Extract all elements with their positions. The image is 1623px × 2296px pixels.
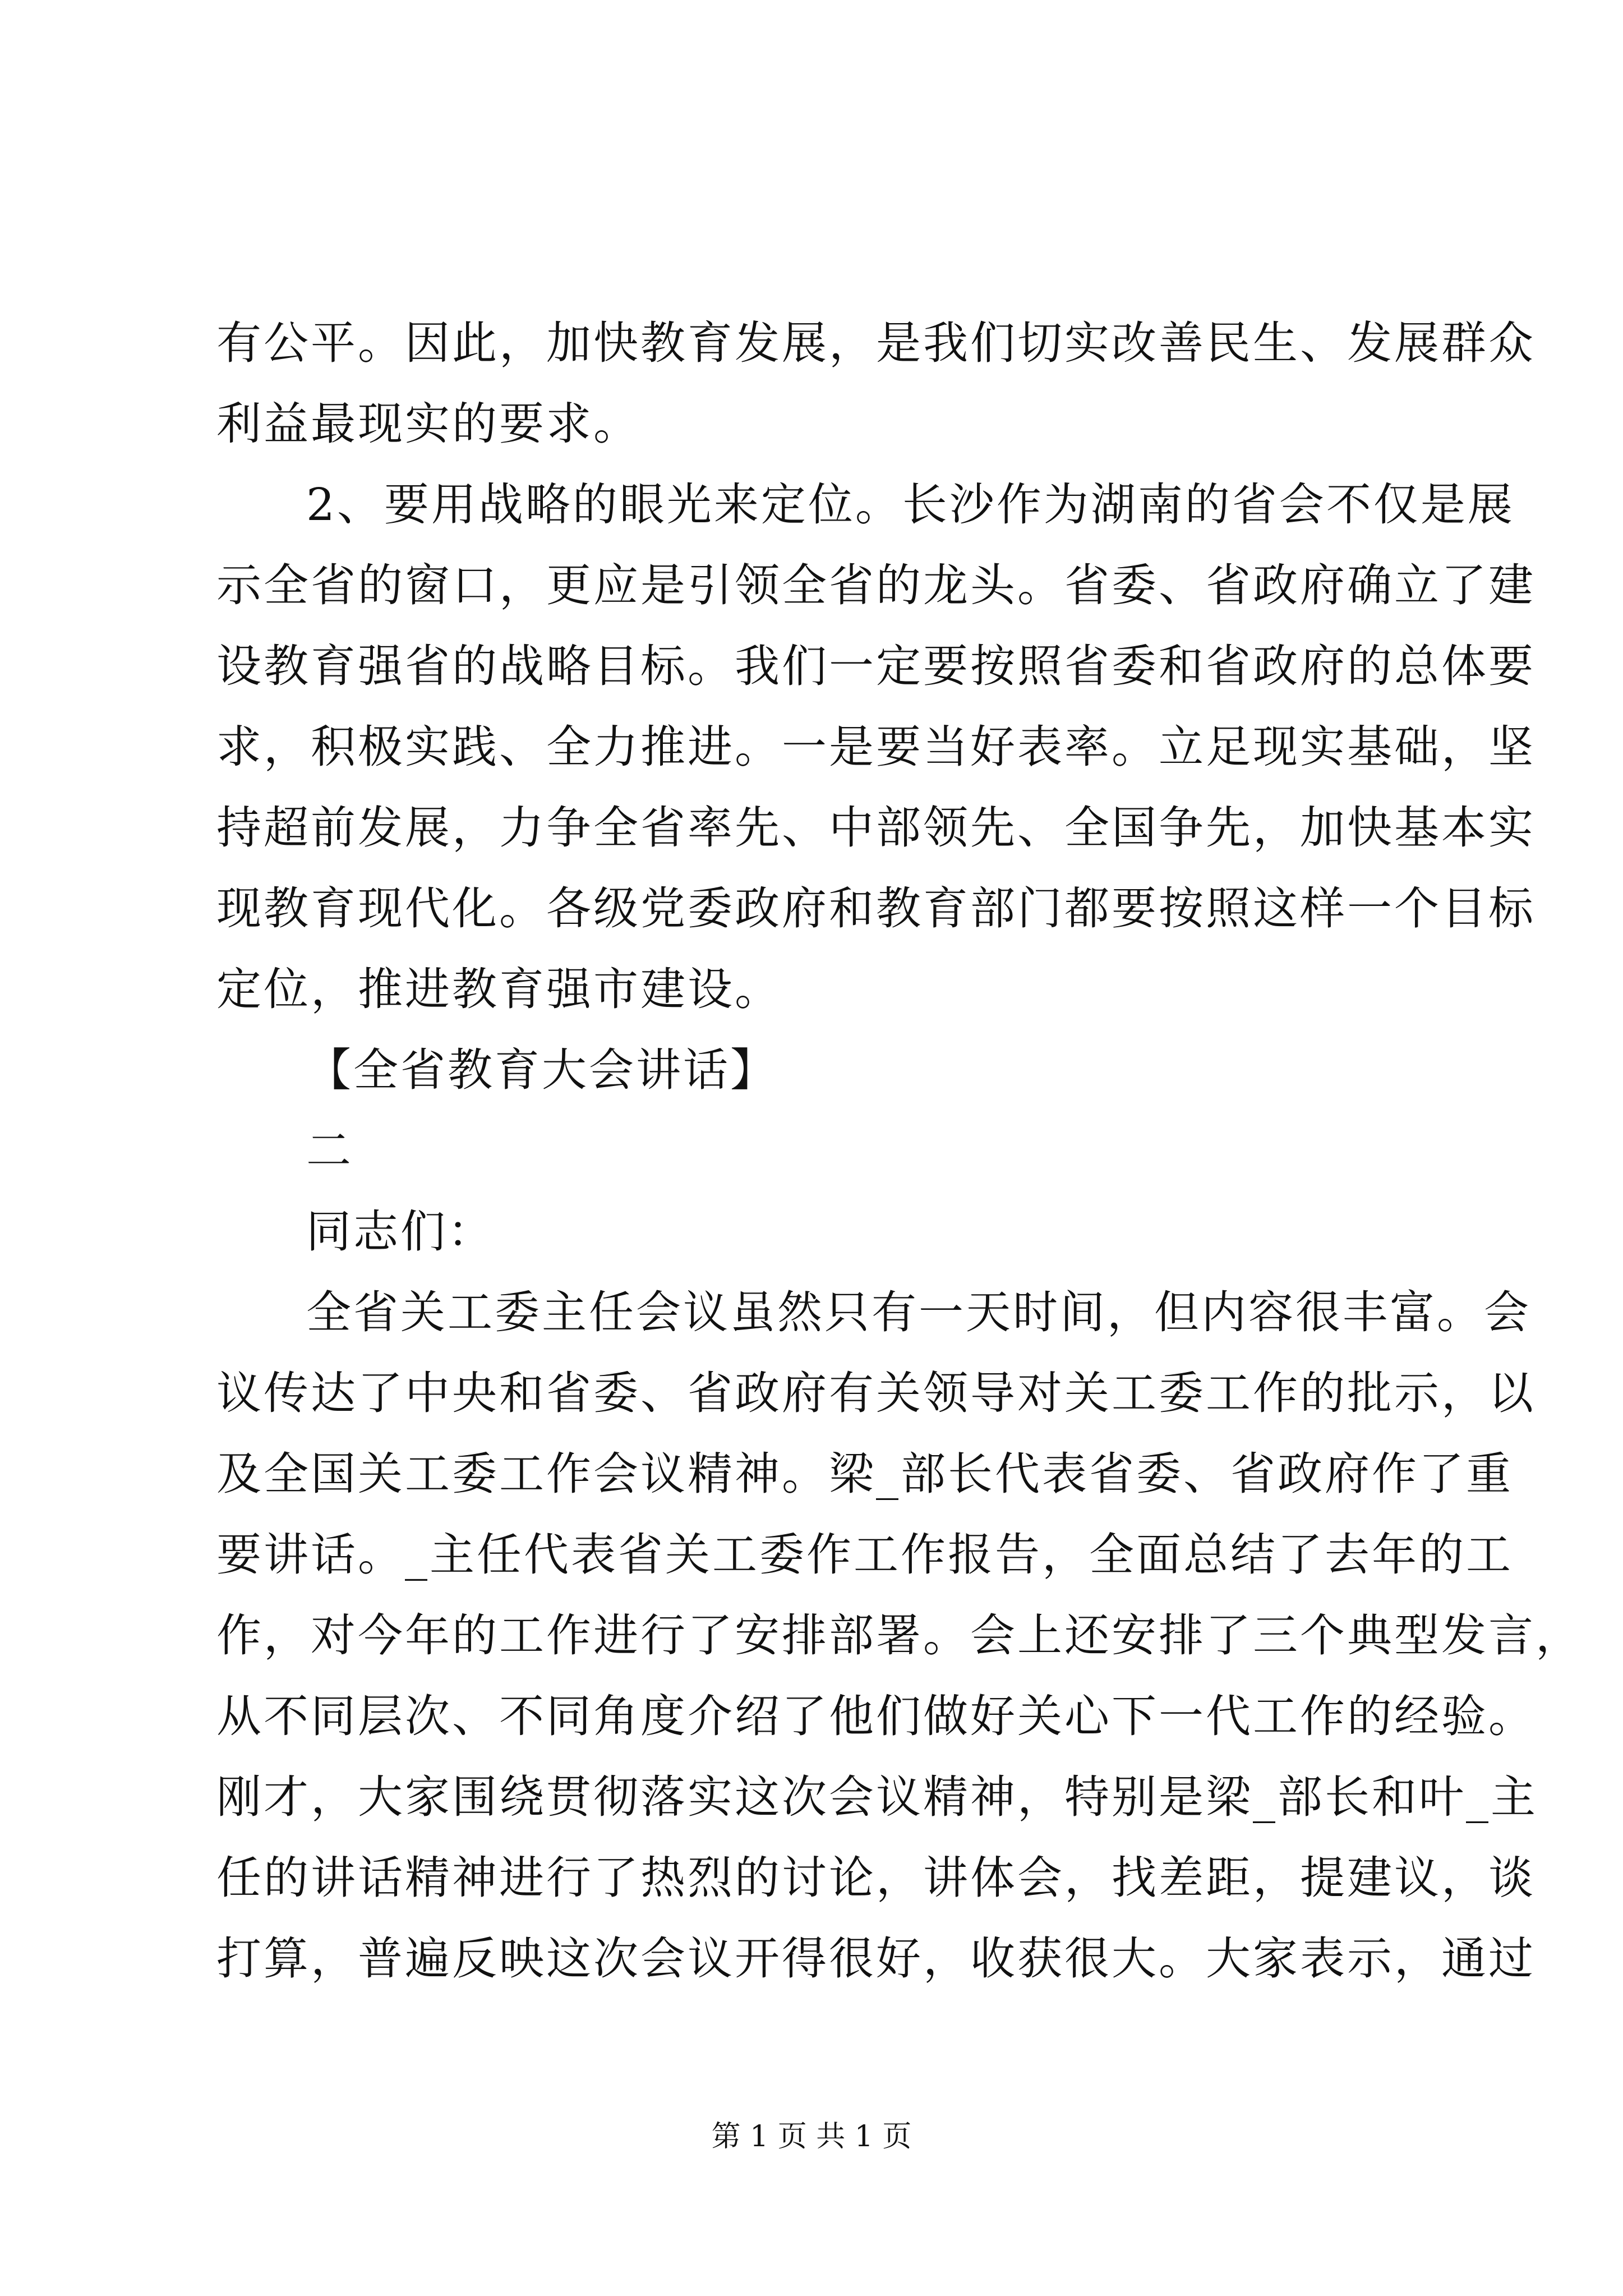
salutation: 同志们：	[306, 1205, 495, 1258]
text-line-9: 定位，推进教育强市建设。	[216, 963, 782, 1015]
text-line-14: 议传达了中央和省委、省政府有关领导对关工委工作的批示，以	[216, 1367, 1536, 1419]
text-line-5: 设教育强省的战略目标。我们一定要按照省委和省政府的总体要	[216, 640, 1536, 692]
text-line-21: 打算，普遍反映这次会议开得很好，收获很大。大家表示，通过	[216, 1932, 1536, 1985]
text-line-17: 作，对今年的工作进行了安排部署。会上还安排了三个典型发言，	[216, 1609, 1583, 1662]
page-footer: 第 1 页 共 1 页	[711, 2120, 912, 2154]
section-number: 二	[306, 1125, 353, 1177]
text-line-6: 求，积极实践、全力推进。一是要当好表率。立足现实基础，坚	[216, 721, 1536, 773]
text-line-2: 利益最现实的要求。	[216, 398, 640, 450]
document-body	[216, 303, 1583, 1999]
text-line-18: 从不同层次、不同角度介绍了他们做好关心下一代工作的经验。	[216, 1690, 1536, 1742]
text-line-4: 示全省的窗口，更应是引领全省的龙头。省委、省政府确立了建	[216, 559, 1536, 611]
text-line-8: 现教育现代化。各级党委政府和教育部门都要按照这样一个目标	[216, 882, 1536, 935]
text-line-13: 全省关工委主任会议虽然只有一天时间，但内容很丰富。会	[306, 1286, 1531, 1338]
text-line-3: 2、要用战略的眼光来定位。长沙作为湖南的省会不仅是展	[306, 478, 1515, 531]
text-line-20: 任的讲话精神进行了热烈的讨论，讲体会，找差距，提建议，谈	[216, 1852, 1536, 1904]
text-line-1: 有公平。因此，加快教育发展，是我们切实改善民生、发展群众	[216, 317, 1536, 369]
text-line-16: 要讲话。_主任代表省关工委作工作报告，全面总结了去年的工	[216, 1529, 1513, 1581]
text-line-7: 持超前发展，力争全省率先、中部领先、全国争先，加快基本实	[216, 802, 1536, 854]
text-line-19: 刚才，大家围绕贯彻落实这次会议精神，特别是梁_部长和叶_主	[216, 1771, 1538, 1823]
text-line-15: 及全国关工委工作会议精神。梁_部长代表省委、省政府作了重	[216, 1448, 1513, 1500]
section-heading: 【全省教育大会讲话】	[306, 1044, 777, 1096]
